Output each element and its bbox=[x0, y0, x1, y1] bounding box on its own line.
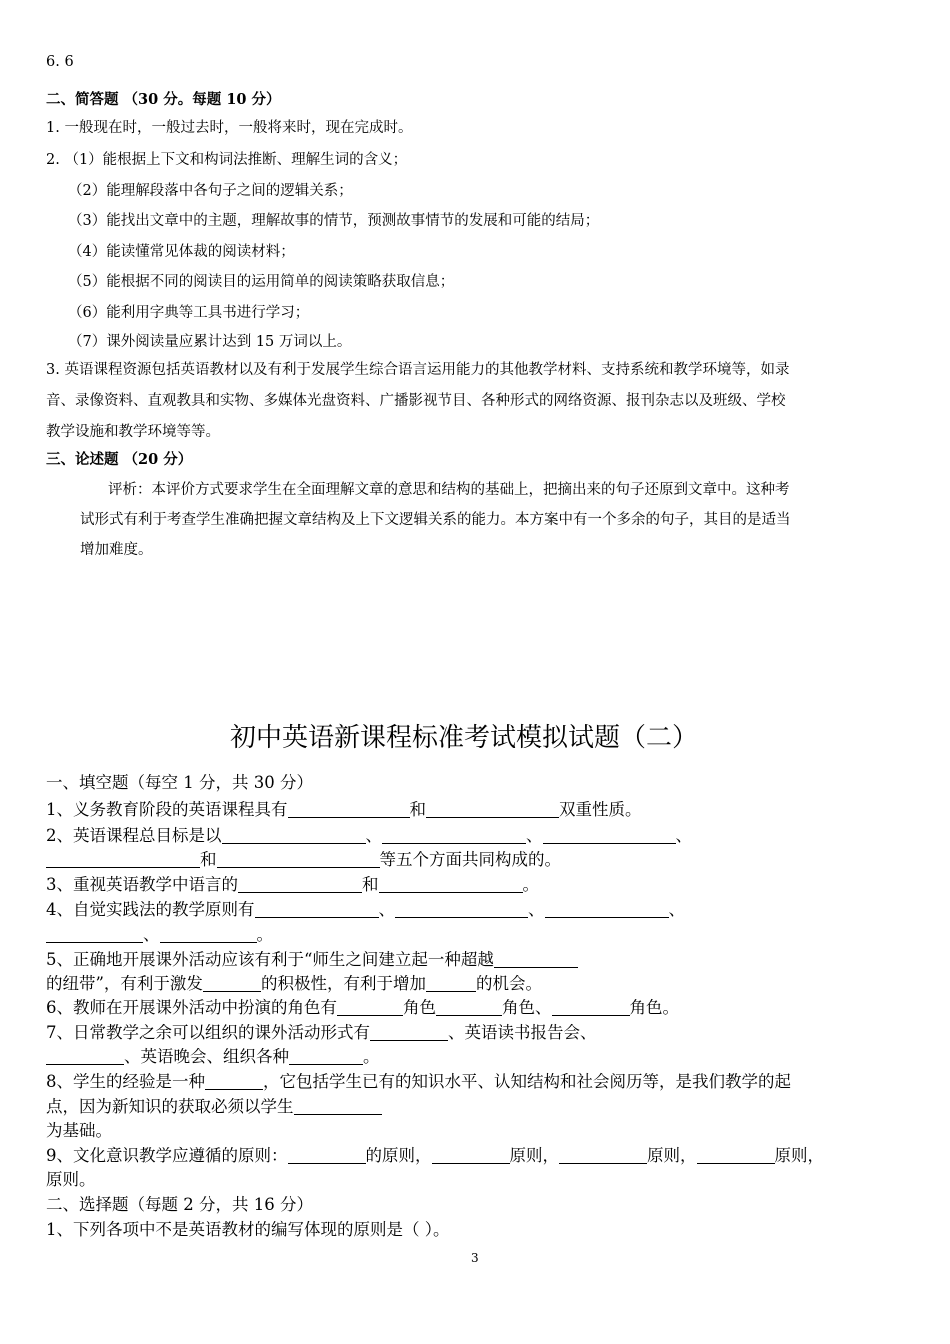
answer-blank[interactable] bbox=[203, 976, 261, 992]
answer-blank[interactable] bbox=[46, 927, 143, 943]
fill-question-2: 2、英语课程总目标是以 、 、 、 bbox=[46, 826, 692, 845]
answer-q2-line: （3）能找出文章中的主题，理解故事的情节，预测故事情节的发展和可能的结局； bbox=[68, 213, 600, 229]
answer-q2-line: （7）课外阅读量应累计达到 15 万词以上。 bbox=[68, 334, 352, 350]
fill-question-4: 4、自觉实践法的教学原则有 、 、 、 bbox=[46, 900, 685, 919]
answer-blank[interactable] bbox=[543, 828, 676, 844]
answer-blank[interactable] bbox=[160, 927, 257, 943]
answer-blank[interactable] bbox=[288, 802, 410, 818]
fill-question-9-end: 原则。 bbox=[46, 1170, 96, 1189]
answer-q2-line: （2）能理解段落中各句子之间的逻辑关系； bbox=[68, 183, 353, 199]
fill-question-7: 7、日常教学之余可以组织的课外活动形式有 、英语读书报告会、 bbox=[46, 1023, 597, 1042]
answer-blank[interactable] bbox=[382, 828, 526, 844]
essay-line: 增加难度。 bbox=[80, 542, 153, 558]
fill-question-5: 5、正确地开展课外活动应该有利于“师生之间建立起一种超越 bbox=[46, 952, 578, 969]
fill-question-8: 8、学生的经验是一种 ，它包括学生已有的知识水平、认知结构和社会阅历等，是我们教学的起 bbox=[46, 1072, 791, 1091]
fill-question-3: 3、重视英语教学中语言的 和 。 bbox=[46, 875, 539, 894]
answer-q1: 1. 一般现在时，一般过去时，一般将来时，现在完成时。 bbox=[46, 120, 413, 136]
fill-section-heading: 一、填空题（每空 1 分，共 30 分） bbox=[46, 773, 313, 792]
answer-blank[interactable] bbox=[432, 1148, 510, 1164]
answer-q2-line: （6）能利用字典等工具书进行学习； bbox=[68, 305, 310, 321]
answer-q3-line: 教学设施和教学环境等等。 bbox=[46, 424, 220, 440]
section-heading-essay: 三、论述题 （20 分） bbox=[46, 451, 193, 468]
answer-blank[interactable] bbox=[559, 1148, 647, 1164]
answer-blank[interactable] bbox=[697, 1148, 775, 1164]
answer-blank[interactable] bbox=[426, 802, 559, 818]
answer-blank[interactable] bbox=[552, 1000, 630, 1016]
fill-question-2-cont: 和 等五个方面共同构成的。 bbox=[46, 852, 561, 869]
answer-blank[interactable] bbox=[370, 1025, 448, 1041]
essay-line: 试形式有利于考查学生准确把握文章结构及上下文逻辑关系的能力。本方案中有一个多余的句子，其目的是适当 bbox=[80, 512, 791, 528]
essay-line: 评析：本评价方式要求学生在全面理解文章的意思和结构的基础上，把摘出来的句子还原到文章中。这种考 bbox=[108, 482, 790, 498]
answer-blank[interactable] bbox=[288, 1148, 366, 1164]
answer-blank[interactable] bbox=[222, 828, 366, 844]
answer-q2-line: 2. （1）能根据上下文和构词法推断、理解生词的含义； bbox=[46, 152, 408, 168]
fill-question-8-cont: 点，因为新知识的获取必须以学生 bbox=[46, 1099, 382, 1116]
answer-blank[interactable] bbox=[436, 1000, 502, 1016]
page-number: 3 bbox=[471, 1251, 479, 1265]
answer-q3-line: 3. 英语课程资源包括英语教材以及有利于发展学生综合语言运用能力的其他教学材料、支持系统和教学环境等，如录 bbox=[46, 362, 790, 378]
answer-item-6: 6. 6 bbox=[46, 54, 74, 70]
answer-blank[interactable] bbox=[545, 902, 669, 918]
answer-q3-line: 音、录像资料、直观教具和实物、多媒体光盘资料、广播影视节目、各种形式的网络资源、报刊杂志以及班级、学校 bbox=[46, 393, 786, 409]
answer-q2-line: （4）能读懂常见体裁的阅读材料； bbox=[68, 244, 295, 260]
answer-blank[interactable] bbox=[205, 1074, 263, 1090]
answer-blank[interactable] bbox=[426, 976, 476, 992]
fill-question-7-cont: 、英语晚会、组织各种 。 bbox=[46, 1049, 380, 1066]
answer-blank[interactable] bbox=[494, 952, 578, 968]
choice-section-heading: 二、选择题（每题 2 分，共 16 分） bbox=[46, 1195, 313, 1214]
answer-blank[interactable] bbox=[289, 1049, 363, 1065]
answer-blank[interactable] bbox=[395, 902, 528, 918]
answer-blank[interactable] bbox=[46, 1049, 124, 1065]
fill-question-6: 6、教师在开展课外活动中扮演的角色有 角色 角色、 角色。 bbox=[46, 998, 679, 1017]
fill-question-9: 9、文化意识教学应遵循的原则： 的原则， 原则， 原则， 原则， bbox=[46, 1146, 824, 1165]
fill-question-5-cont: 的纽带”，有利于激发 的积极性，有利于增加 的机会。 bbox=[46, 974, 542, 993]
fill-question-8-end: 为基础。 bbox=[46, 1121, 112, 1140]
answer-blank[interactable] bbox=[255, 902, 379, 918]
choice-question-1: 1、下列各项中不是英语教材的编写体现的原则是（ ）。 bbox=[46, 1220, 450, 1239]
fill-question-1: 1、义务教育阶段的英语课程具有 和 双重性质。 bbox=[46, 800, 642, 819]
answer-blank[interactable] bbox=[238, 877, 362, 893]
answer-blank[interactable] bbox=[46, 852, 200, 868]
answer-q2-line: （5）能根据不同的阅读目的运用简单的阅读策略获取信息； bbox=[68, 274, 455, 290]
fill-question-4-cont: 、 。 bbox=[46, 927, 273, 944]
answer-blank[interactable] bbox=[379, 877, 523, 893]
answer-blank[interactable] bbox=[294, 1099, 382, 1115]
answer-blank[interactable] bbox=[217, 852, 380, 868]
exam-title: 初中英语新课程标准考试模拟试题（二） bbox=[230, 723, 699, 753]
section-heading-short-answer: 二、简答题 （30 分。每题 10 分） bbox=[46, 91, 281, 108]
answer-blank[interactable] bbox=[337, 1000, 403, 1016]
